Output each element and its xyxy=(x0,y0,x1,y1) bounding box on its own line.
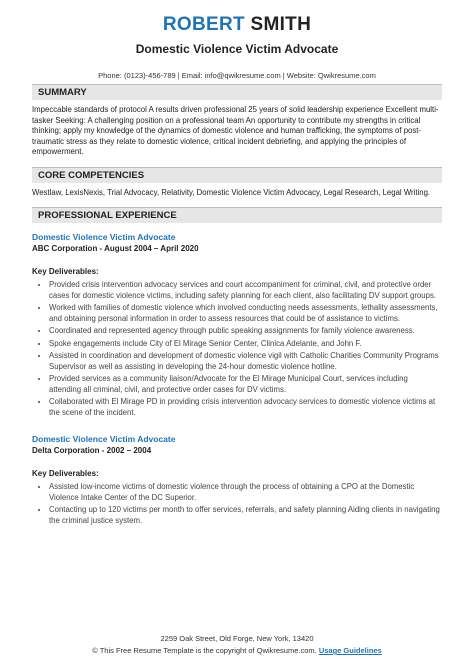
list-item: • Assisted in coordination and development of domestic violence vigil with Catholic Charities Community Programs Supervisor as well as assisting in developing the 24-hour domestic violence hotline. xyxy=(49,351,442,372)
job-title: Domestic Violence Victim Advocate xyxy=(32,232,176,242)
deliverables-list xyxy=(32,280,442,418)
footer-address: 2259 Oak Street, Old Forge, New York, 13420 xyxy=(160,634,314,643)
copyright-text: © This Free Resume Template is the copyright of Qwikresume.com. xyxy=(92,646,317,655)
candidate-name xyxy=(0,14,474,36)
deliverables-list xyxy=(32,482,442,526)
experience-section xyxy=(32,232,442,526)
list-item: • Worked with families of domestic violence which involved conducting needs assessments, lethality assessments, and obtaining personal information in order to assess resources that could be of assistance to victims. xyxy=(49,303,442,324)
summary-text: Impeccable standards of protocol A results driven professional 25 years of solid leadership experience Excellent multi-tasker Seeking: A challenging position on a professional team An opportunity to contribute my strengths in critical thinking; apply my knowledge of the dynamics of domestic violence and human trafficking, the symptoms of post-traumatic stress as they relate to domestic violence, critical incident debriefing, and applying the principles of empowerment. xyxy=(32,105,439,156)
job-company: Delta Corporation - 2002 – 2004 xyxy=(32,446,152,455)
list-item: • Contacting up to 120 victims per month to offer services, referrals, and safety planning Aiding clients in navigating the criminal justice system. xyxy=(49,505,442,526)
list-item: • Spoke engagements include City of El Mirage Senior Center, Clinica Adelante, and John F. xyxy=(49,339,442,350)
list-item: • Assisted low-income victims of domestic violence through the process of obtaining a CPO at the Domestic Violence Intake Center of the DC Superior. xyxy=(49,482,442,503)
job-entry xyxy=(32,232,442,418)
list-item: • Provided crisis intervention advocacy services and court accompaniment for criminal, civil, and protective order cases for domestic violence victims, including safety planning for each client, also facilitating DV support groups. xyxy=(49,280,442,301)
key-deliverables-label: Key Deliverables: xyxy=(32,469,99,478)
usage-guidelines-link[interactable]: Usage Guidelines xyxy=(318,646,382,655)
resume-header xyxy=(0,0,474,81)
first-name: ROBERT xyxy=(162,14,245,35)
list-item: • Collaborated with El Mirage PD in providing crisis intervention advocacy services to domestic violence victims at the scene of the incident. xyxy=(49,397,442,418)
list-item: • Provided services as a community liaison/Advocate for the El Mirage Municipal Court, services including attending all criminal, civil, and protective order cases for DV victims. xyxy=(49,374,442,395)
competencies-text: Westlaw, LexisNexis, Trial Advocacy, Relativity, Domestic Violence Victim Advocacy, Legal Research, Legal Writing. xyxy=(32,187,431,197)
competencies-heading: CORE COMPETENCIES xyxy=(32,167,442,183)
job-title-heading: Domestic Violence Victim Advocate xyxy=(135,42,339,56)
contact-line: Phone: (0123)-456-789 | Email: info@qwikresume.com | Website: Qwikresume.com xyxy=(98,71,376,80)
job-title: Domestic Violence Victim Advocate xyxy=(32,434,176,444)
last-name: SMITH xyxy=(250,14,312,35)
experience-heading: PROFESSIONAL EXPERIENCE xyxy=(32,207,442,223)
key-deliverables-label: Key Deliverables: xyxy=(32,267,99,276)
job-entry xyxy=(32,434,442,526)
job-company: ABC Corporation - August 2004 – April 2020 xyxy=(32,244,199,253)
footer-copyright xyxy=(0,646,474,656)
list-item: • Coordinated and represented agency through public speaking assignments for family violence awareness. xyxy=(49,326,442,337)
summary-heading: SUMMARY xyxy=(32,84,442,100)
